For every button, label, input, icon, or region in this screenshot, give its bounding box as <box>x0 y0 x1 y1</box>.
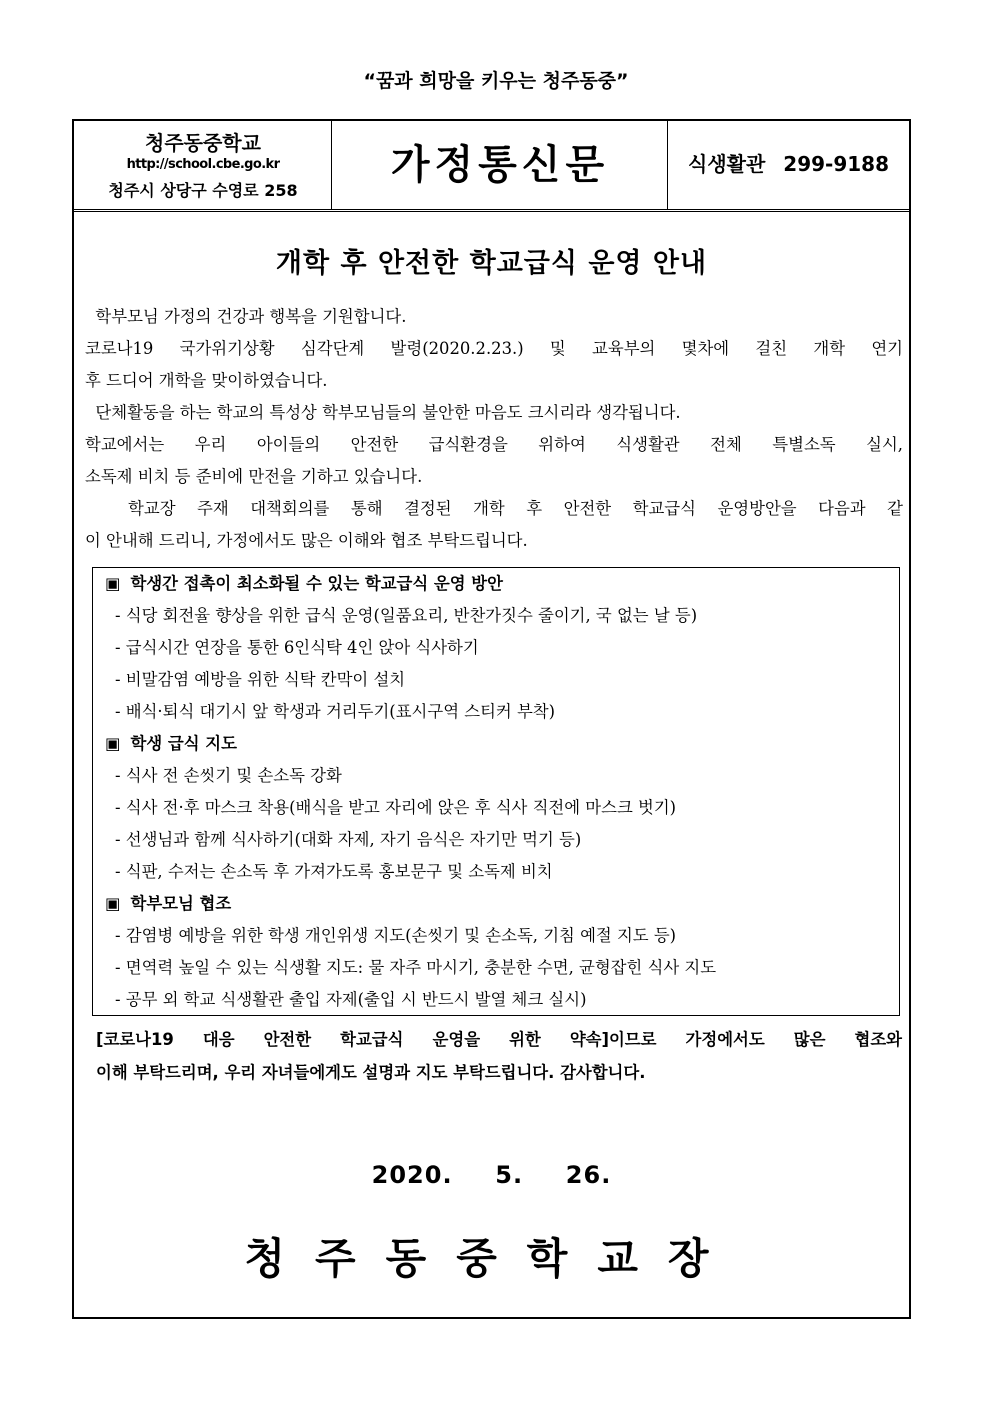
section-heading <box>93 728 899 760</box>
school-name: 청주동중학교 <box>145 131 261 155</box>
body-line: 단체활동을 하는 학교의 특성상 학부모님들의 불안한 마음도 크시리라 생각됩니다. <box>85 403 681 422</box>
notice-body <box>85 301 903 557</box>
body-line: 학교장 주재 대책회의를 통해 결정된 개학 후 안전한 학교급식 운영방안을 다음과 같 <box>85 499 903 518</box>
contact-number: 299-9188 <box>783 152 889 176</box>
school-address: 청주시 상당구 수영로 258 <box>108 181 298 200</box>
list-item: - 선생님과 함께 식사하기(대화 자제, 자기 음식은 자기만 먹기 등) <box>115 830 582 849</box>
list-item: - 식당 회전율 향상을 위한 급식 운영(일품요리, 반찬가짓수 줄이기, 국 없는 날 등) <box>115 606 698 625</box>
section-heading-text: 학부모님 협조 <box>130 894 232 913</box>
section-heading-text: 학생 급식 지도 <box>130 734 237 753</box>
body-line: 학부모님 가정의 건강과 행복을 기원합니다. <box>85 307 407 326</box>
section-heading <box>93 888 899 920</box>
square-marker-icon: ▣ <box>105 894 121 913</box>
school-info-cell <box>74 121 332 209</box>
closing-message <box>96 1023 902 1089</box>
principal-signature: 청주동중학교장 <box>244 1234 739 1283</box>
body-line: 학교에서는 우리 아이들의 안전한 급식환경을 위하여 식생활관 전체 특별소독 실시, <box>85 435 903 454</box>
section-heading-text: 학생간 접촉이 최소화될 수 있는 학교급식 운영 방안 <box>130 574 503 593</box>
body-line: 코로나19 국가위기상황 심각단계 발령(2020.2.23.) 및 교육부의 몇차에 걸친 개학 연기 <box>85 339 903 358</box>
motto: “꿈과 희망을 키우는 청주동중” <box>363 70 629 92</box>
list-item: - 면역력 높일 수 있는 식생활 지도: 물 자주 마시기, 충분한 수면, 균형잡힌 식사 지도 <box>115 958 717 977</box>
closing-line: 이해 부탁드리며, 우리 자녀들에게도 설명과 지도 부탁드립니다. 감사합니다. <box>96 1063 646 1082</box>
square-marker-icon: ▣ <box>105 574 121 593</box>
issue-date: 2020. 5. 26. <box>371 1161 612 1189</box>
header-table <box>74 121 909 210</box>
newsletter-title-cell <box>332 121 668 209</box>
list-item: - 감염병 예방을 위한 학생 개인위생 지도(손씻기 및 손소독, 기침 예절 지도 등) <box>115 926 677 945</box>
notice-title: 개학 후 안전한 학교급식 운영 안내 <box>275 248 708 279</box>
list-item: - 식사 전·후 마스크 착용(배식을 받고 자리에 앉은 후 식사 직전에 마스크 벗기) <box>115 798 677 817</box>
closing-line: [코로나19 대응 안전한 학교급식 운영을 위한 약속]이므로 가정에서도 많은 협조와 <box>96 1030 902 1049</box>
list-item: - 배식·퇴식 대기시 앞 학생과 거리두기(표시구역 스티커 부착) <box>115 702 556 721</box>
list-item: - 식사 전 손씻기 및 손소독 강화 <box>115 766 342 785</box>
contact <box>668 121 909 209</box>
contact-label: 식생활관 <box>688 152 766 176</box>
contact-cell <box>668 121 909 209</box>
section-heading <box>93 568 899 600</box>
body-line: 소독제 비치 등 준비에 만전을 기하고 있습니다. <box>85 467 423 486</box>
body-line: 후 드디어 개학을 맞이하였습니다. <box>85 371 328 390</box>
header-divider <box>74 211 909 212</box>
newsletter-frame <box>72 119 911 1319</box>
square-marker-icon: ▣ <box>105 734 121 753</box>
guidelines-box <box>92 567 900 1016</box>
list-item: - 식판, 수저는 손소독 후 가져가도록 홍보문구 및 소독제 비치 <box>115 862 553 881</box>
list-item: - 공무 외 학교 식생활관 출입 자제(출입 시 반드시 발열 체크 실시) <box>115 990 587 1009</box>
newsletter-title: 가정통신문 <box>390 141 610 188</box>
body-line: 이 안내해 드리니, 가정에서도 많은 이해와 협조 부탁드립니다. <box>85 531 528 550</box>
list-item: - 비말감염 예방을 위한 식탁 칸막이 설치 <box>115 670 406 689</box>
list-item: - 급식시간 연장을 통한 6인식탁 4인 앉아 식사하기 <box>115 638 479 657</box>
school-url[interactable]: http://school.cbe.go.kr <box>126 157 280 172</box>
